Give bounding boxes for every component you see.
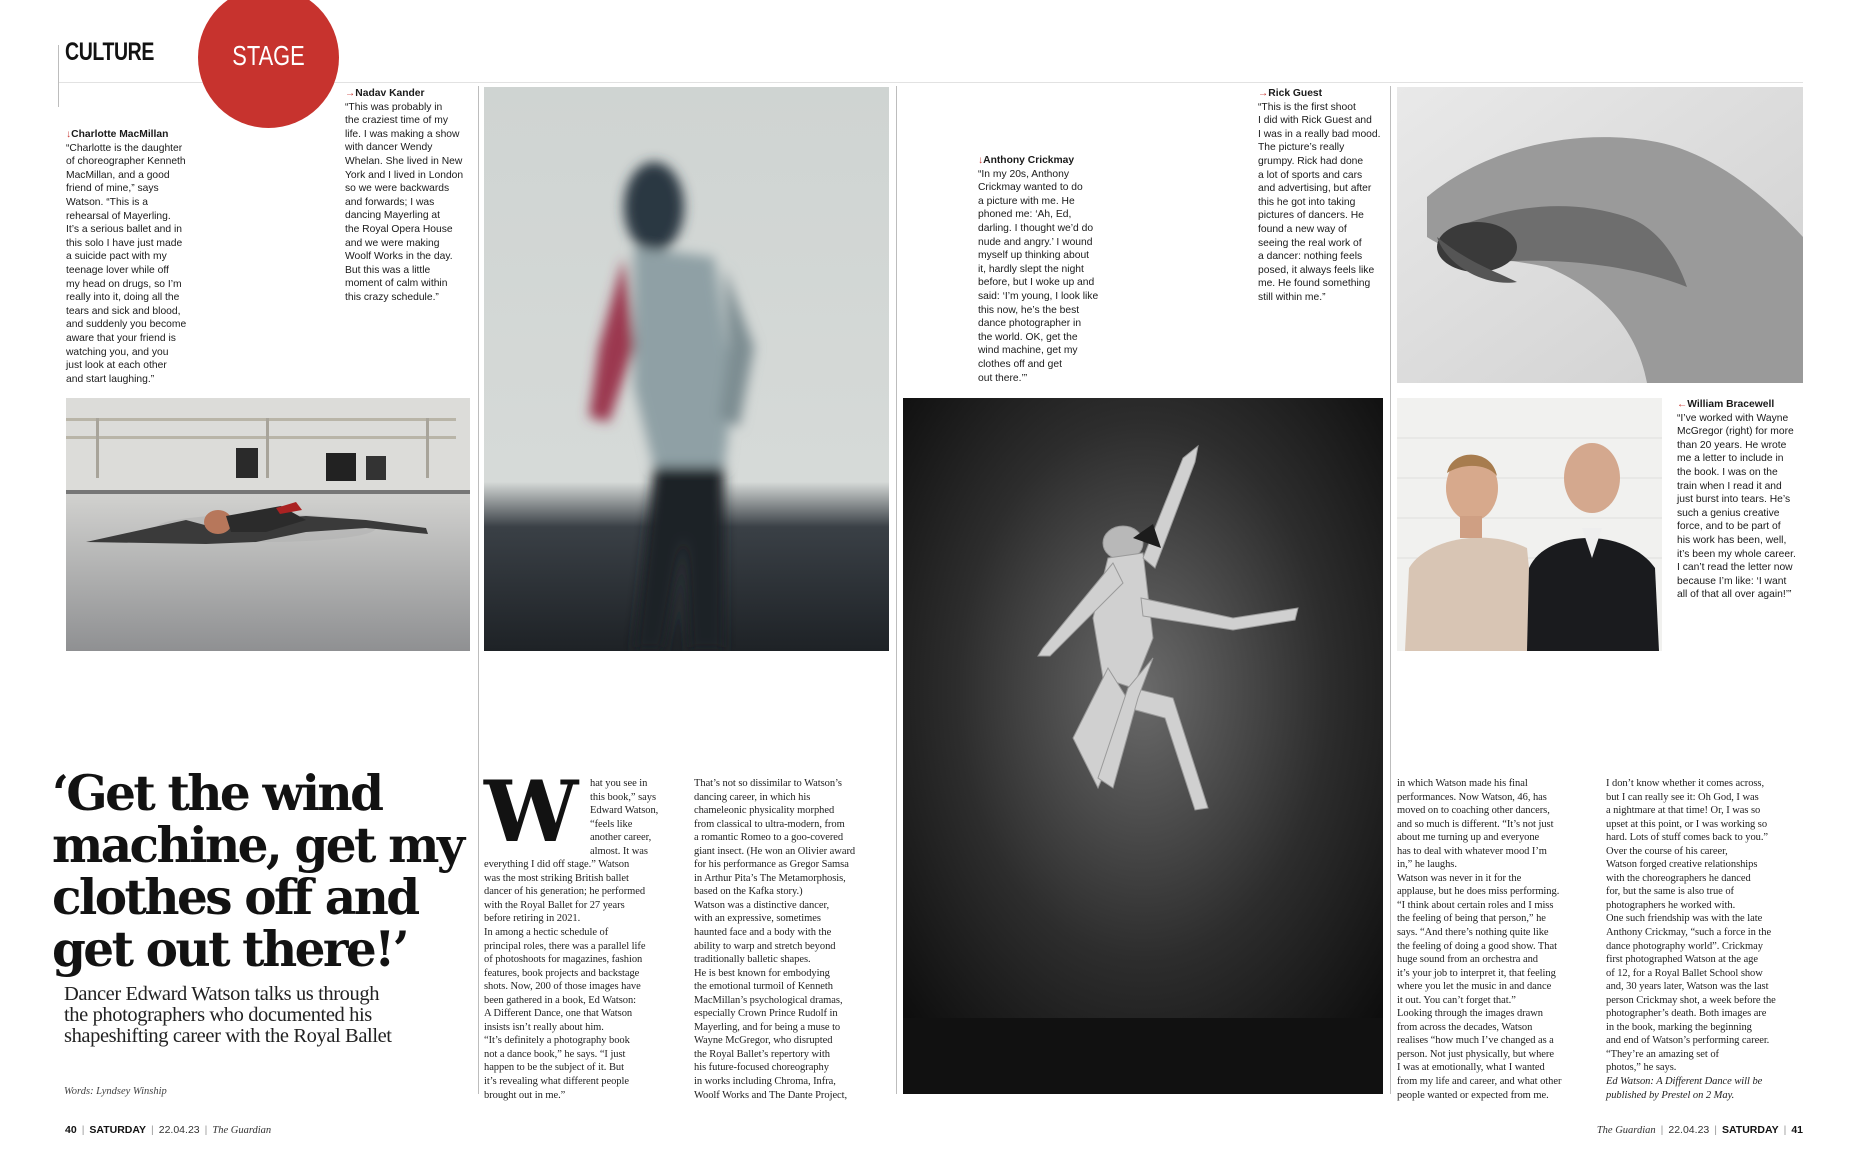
book-note: Ed Watson: A Different Dance will be published by Prestel on 2 May. [1606, 1076, 1763, 1101]
photo-rehearsal [66, 398, 470, 651]
jumping-dancer-image [903, 398, 1383, 1094]
arched-torso-image [1397, 87, 1803, 383]
folio-paper: The Guardian [212, 1125, 272, 1136]
page-number: 41 [1791, 1124, 1803, 1136]
arrow-down-icon: ↓ [66, 129, 72, 140]
caption-credit [978, 154, 1118, 168]
caption-name: Rick Guest [1268, 88, 1323, 99]
folio-section: SATURDAY [89, 1124, 147, 1136]
article-text: hat you see in this book,” says Edward Watson, “feels like another career, almost. It was [590, 778, 659, 857]
photo-crickmay-jump [903, 398, 1383, 1094]
folio-paper: The Guardian [1596, 1125, 1656, 1136]
arrow-down-icon: ↓ [978, 155, 984, 166]
caption-macmillan [66, 128, 201, 386]
caption-crickmay [978, 154, 1118, 385]
caption-name: Charlotte MacMillan [71, 129, 169, 140]
caption-bracewell [1677, 398, 1812, 602]
column-rule [58, 45, 59, 107]
caption-credit [1258, 87, 1398, 101]
caption-kander [345, 87, 475, 305]
two-men-image [1397, 398, 1662, 651]
caption-credit [66, 128, 201, 142]
caption-guest [1258, 87, 1398, 305]
article-column-3: in which Watson made his final performances. Now Watson, 46, has moved on to coaching other dancers, and so much is different. “It’s not just about me turning up and everyone has to deal with whatever mood I’m in,” he laughs. Watson was never in it for the applause, but he does miss performing. “I think about certain roles and I miss the feeling of being that person,” he says. “And there’s nothing quite like the feeling of doing a good show. That huge sound from an orchestra and it’s your job to interpret it, that feeling where you let the music in and dance it out. You can’t forget that.” Looking through the images drawn from across the decades, Watson realises “how much I’ve changed as a person. Not just physically, but where I was at emotionally, what I wanted from my life and career, and what other people wanted or expected from me. [1397, 778, 1562, 1101]
article-column-1 [484, 762, 684, 1102]
article-column-4 [1606, 777, 1806, 1102]
standfirst: Dancer Edward Watson talks us through the photographers who documented his shapeshifting career with the Royal Ballet [64, 983, 392, 1047]
folio-date: 22.04.23 [1668, 1124, 1710, 1136]
caption-text: “Charlotte is the daughter of choreographer Kenneth MacMillan, and a good friend of mine,” says Watson. “This is a rehearsal of Mayerling. It’s a serious ballet and in this solo I have just made a suicide pact with my teenage lover while off my head on drugs, so I’m really into it, doing all the tears and sick and blood, and suddenly you become aware that your friend is watching you, and you just look at each other and start laughing.” [66, 142, 187, 385]
column-rule [478, 86, 479, 1094]
column-rule [896, 86, 897, 1094]
dropcap: W [484, 762, 579, 861]
photo-guest-portrait [1397, 87, 1803, 383]
arrow-left-icon: ← [1677, 399, 1688, 410]
arrow-right-icon: → [1258, 88, 1269, 99]
caption-name: Anthony Crickmay [983, 155, 1075, 166]
folio-right: The Guardian | 22.04.23 | SATURDAY | 41 [1596, 1124, 1803, 1136]
photo-kander-dancer [484, 87, 889, 651]
folio-section: SATURDAY [1721, 1124, 1779, 1136]
caption-text: “I’ve worked with Wayne McGregor (right) for more than 20 years. He wrote me a letter to include in the book. I was on the train when I read it and just burst into tears. He’s such a genius creative force, and to be part of his work has been, well, it’s been my whole career. I can’t read the letter now because I’m like: ‘I want all of that all over again!’” [1677, 412, 1796, 601]
rehearsal-image [66, 398, 470, 651]
caption-text: “This is the first shoot I did with Rick Guest and I was in a really bad mood. The picture’s really grumpy. Rick had done a lot of sports and cars and advertising, but after this he got into taking pictures of dancers. He found a new way of seeing the real work of a dancer: nothing feels posed, it always feels like me. He found something still within me.” [1258, 101, 1381, 303]
caption-credit [345, 87, 475, 101]
article-text: I don’t know whether it comes across, but I can really see it: Oh God, I was a nightmare at that time! Or, I was so upset at this point, or I was working so hard. Lots of stuff comes back to you.” Over the course of his career, Watson forged creative relationships with the choreographers he danced for, but the same is also true of photographers he worked with. One such friendship was with the late Anthony Crickmay, “such a force in the dance photography world”. Crickmay first photographed Watson at the age of 12, for a Royal Ballet School show and, 30 years later, Watson was the last person Crickmay shot, a week before the photographer’s death. Both images are in the book, marking the beginning and end of Watson’s performing career. “They’re an amazing set of photos,” he says. [1606, 778, 1776, 1074]
section-label: CULTURE [65, 38, 154, 66]
article-column-2: That’s not so dissimilar to Watson’s dancing career, in which his chameleonic physicality morphed from classical to ultra-modern, from a romantic Romeo to a goo-covered giant insect. (He won an Olivier award for his performance as Gregor Samsa in Arthur Pita’s The Metamorphosis, based on the Kafka story.) Watson was a distinctive dancer, with an expressive, sometimes haunted face and a body with the ability to warp and stretch beyond traditionally balletic shapes. He is best known for embodying the emotional turmoil of Kenneth MacMillan’s psychological dramas, especially Crown Prince Rudolf in Mayerling, and for being a muse to Wayne McGregor, who disrupted the Royal Ballet’s repertory with his future-focused choreography in works including Chroma, Infra, Woolf Works and The Dante Project, [694, 778, 856, 1101]
page-number: 40 [65, 1124, 77, 1136]
subsection-label: STAGE [232, 40, 305, 71]
caption-name: William Bracewell [1687, 399, 1775, 410]
blurred-dancer-image [484, 87, 889, 651]
caption-text: “In my 20s, Anthony Crickmay wanted to do a picture with me. He phoned me: ‘Ah, Ed, darling. I thought we’d do nude and angry.’ I wound myself up thinking about it, hardly slept the night before, but I woke up and said: ‘I’m young, I look like this now, he’s the best dance photographer in the world. OK, get the wind machine, get my clothes off and get out there.’” [978, 168, 1099, 384]
arrow-right-icon: → [345, 88, 356, 99]
folio-date: 22.04.23 [158, 1124, 200, 1136]
folio-left: 40 | SATURDAY | 22.04.23 | The Guardian [65, 1124, 272, 1136]
caption-credit [1677, 398, 1812, 412]
photo-bracewell-mcgregor [1397, 398, 1662, 651]
headline: ‘Get the wind machine, get my clothes off and get out there!’ [52, 765, 463, 978]
article-text: everything I did off stage.” Watson was the most striking British ballet dancer of his generation; he performed with the Royal Ballet for 27 years before retiring in 2021. In among a hectic schedule of principal roles, there was a parallel life of photoshoots for magazines, fashion features, book projects and backstage shots. Now, 200 of those images have been gathered in a book, Ed Watson: A Different Dance, one that Watson insists isn’t really about him. “It’s definitely a photography book not a dance book,” he says. “I just happen to be the subject of it. But it’s revealing what different people brought out in me.” [484, 859, 646, 1101]
caption-name: Nadav Kander [355, 88, 425, 99]
caption-text: “This was probably in the craziest time of my life. I was making a show with dancer Wendy Whelan. She lived in New York and I lived in London so we were backwards and forwards; I was dancing Mayerling at the Royal Opera House and we were making Woolf Works in the day. But this was a little moment of calm within this crazy schedule.” [345, 101, 464, 303]
byline: Words: Lyndsey Winship [64, 1086, 167, 1097]
